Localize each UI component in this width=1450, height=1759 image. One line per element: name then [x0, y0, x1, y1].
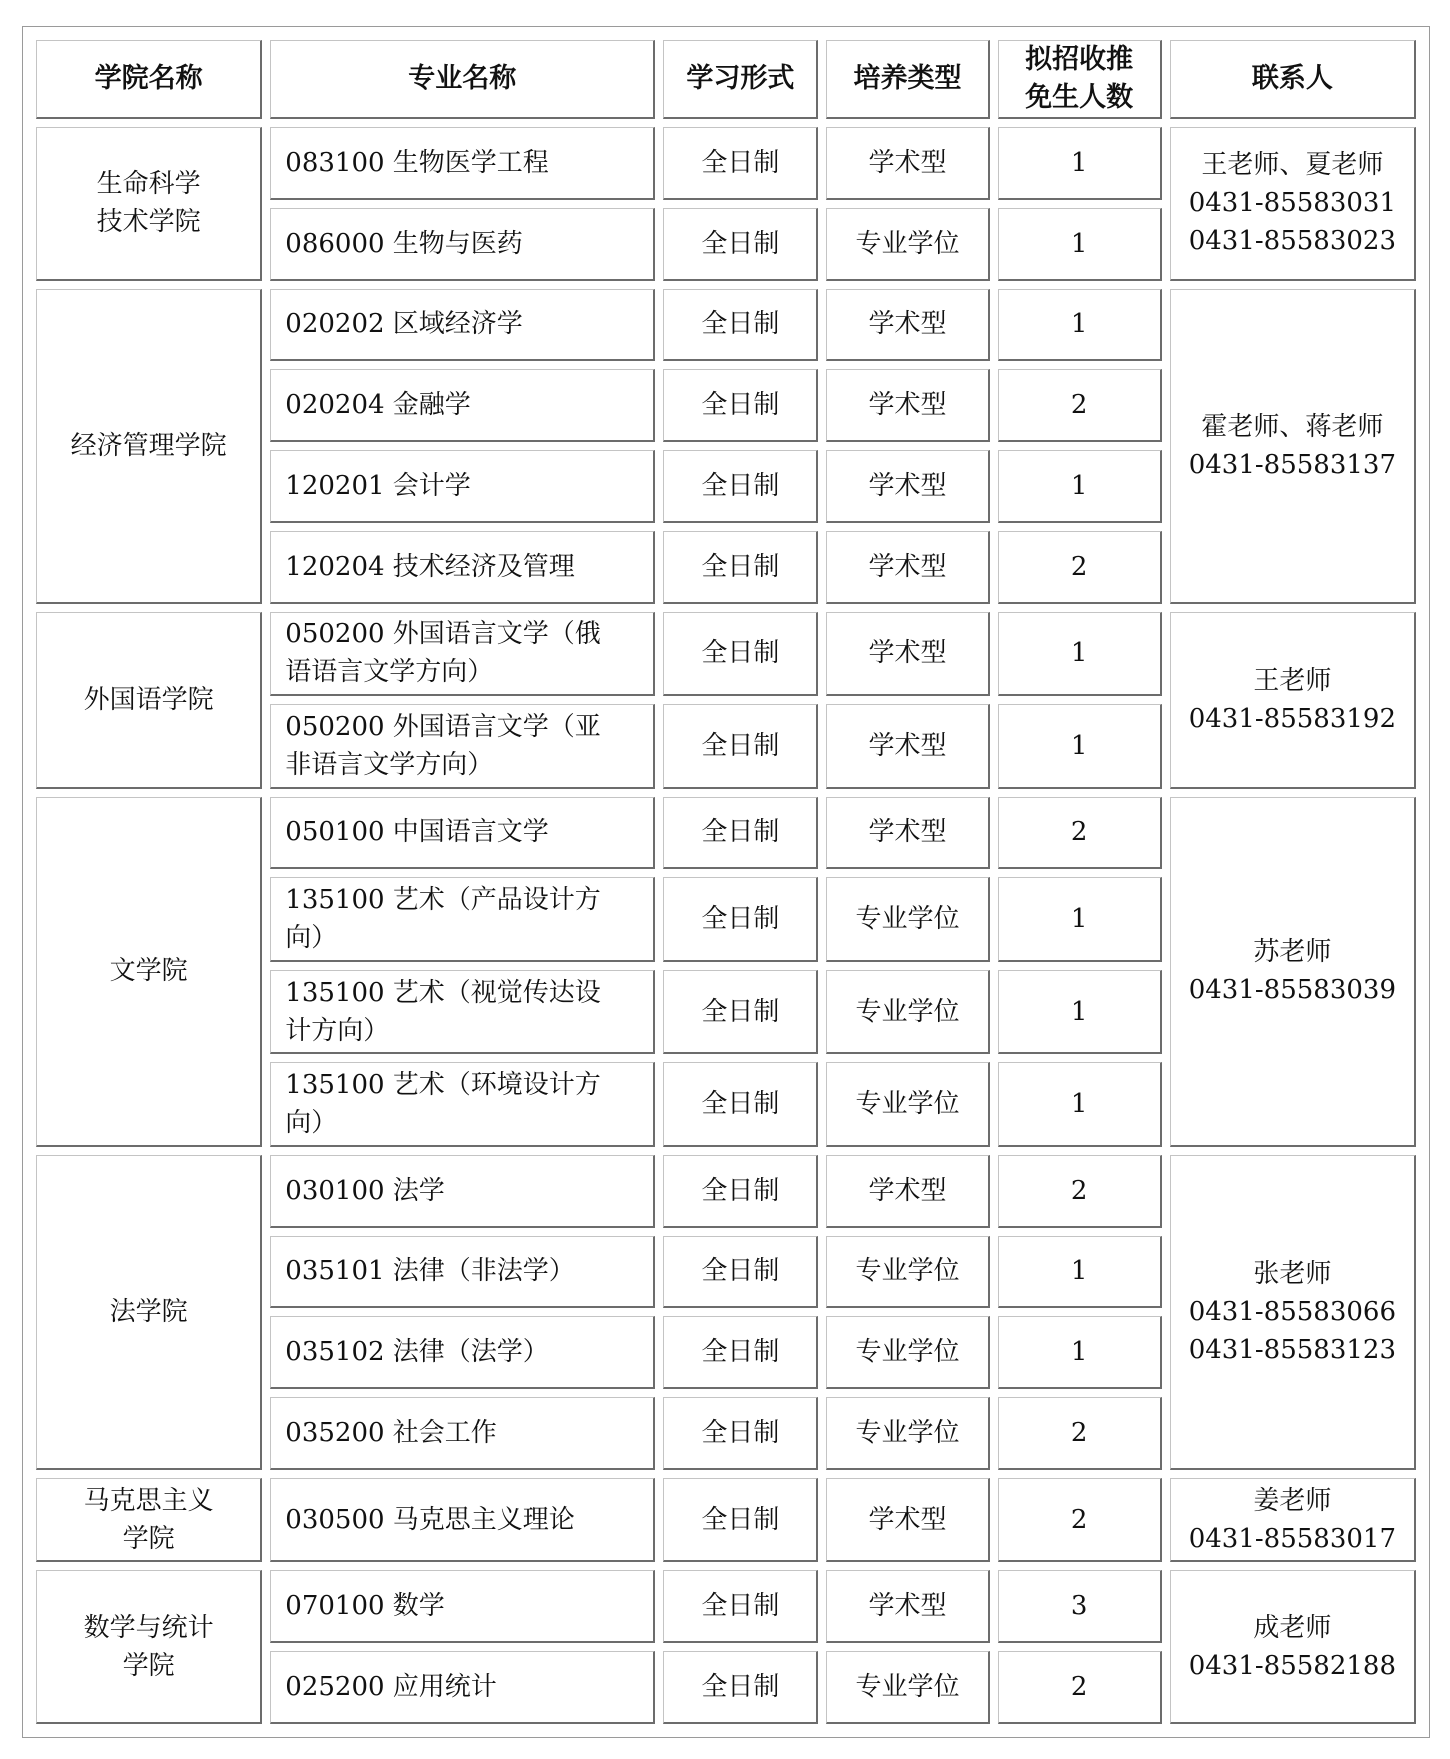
header-row — [36, 40, 1416, 119]
contact-line: 苏老师 — [1253, 937, 1332, 968]
quota-count-cell: 1 — [998, 450, 1162, 523]
table-row — [36, 127, 1416, 200]
major-name: 135100 艺术（环境设计方 — [285, 1070, 601, 1101]
major-cell — [270, 704, 655, 789]
major-name: 120201 会计学 — [285, 470, 471, 501]
study-mode-cell: 全日制 — [663, 1478, 818, 1563]
quota-count-cell: 1 — [998, 877, 1162, 962]
contact-line: 0431-85583192 — [1188, 703, 1396, 734]
table-row — [36, 1570, 1416, 1643]
header-college: 学院名称 — [36, 40, 262, 119]
study-mode-cell: 全日制 — [663, 208, 818, 281]
header-major: 专业名称 — [270, 40, 655, 119]
training-type-cell: 专业学位 — [826, 1062, 989, 1147]
training-type-cell: 学术型 — [826, 531, 989, 604]
contact-cell — [1170, 1478, 1416, 1563]
college-cell — [36, 612, 262, 789]
contact-line: 姜老师 — [1253, 1485, 1332, 1516]
training-type-cell: 专业学位 — [826, 1316, 989, 1389]
study-mode-cell: 全日制 — [663, 877, 818, 962]
college-cell — [36, 1478, 262, 1563]
major-cell — [270, 450, 655, 523]
study-mode-cell: 全日制 — [663, 369, 818, 442]
quota-count-cell: 2 — [998, 1478, 1162, 1563]
contact-cell — [1170, 797, 1416, 1147]
major-name: 135100 艺术（视觉传达设 — [285, 977, 601, 1008]
college-cell — [36, 1570, 262, 1724]
training-type-cell: 学术型 — [826, 797, 989, 870]
training-type-cell: 专业学位 — [826, 1236, 989, 1309]
contact-line: 0431-85582188 — [1188, 1650, 1396, 1681]
major-name: 向） — [285, 923, 338, 954]
major-name: 020204 金融学 — [285, 390, 471, 421]
contact-cell — [1170, 1155, 1416, 1470]
major-cell — [270, 369, 655, 442]
header-quota — [998, 40, 1162, 119]
table-row — [36, 612, 1416, 697]
contact-cell — [1170, 612, 1416, 789]
contact-line: 0431-85583039 — [1188, 975, 1396, 1006]
college-cell — [36, 1155, 262, 1470]
major-cell — [270, 1570, 655, 1643]
study-mode-cell: 全日制 — [663, 704, 818, 789]
training-type-cell: 专业学位 — [826, 970, 989, 1055]
college-cell — [36, 797, 262, 1147]
college-name: 学院 — [122, 1650, 175, 1681]
quota-count-cell: 1 — [998, 704, 1162, 789]
major-name: 035102 法律（法学） — [285, 1337, 549, 1368]
training-type-cell: 学术型 — [826, 450, 989, 523]
college-name: 文学院 — [109, 956, 188, 987]
contact-cell — [1170, 1570, 1416, 1724]
training-type-cell: 专业学位 — [826, 208, 989, 281]
quota-count-cell: 1 — [998, 1062, 1162, 1147]
major-cell — [270, 1397, 655, 1470]
major-name: 050200 外国语言文学（亚 — [285, 711, 601, 742]
college-name: 技术学院 — [96, 207, 201, 238]
contact-cell — [1170, 127, 1416, 281]
major-name: 计方向） — [285, 1015, 390, 1046]
major-name: 向） — [285, 1108, 338, 1139]
major-cell — [270, 1236, 655, 1309]
contact-line: 0431-85583137 — [1188, 449, 1396, 480]
quota-count-cell: 2 — [998, 1651, 1162, 1724]
study-mode-cell: 全日制 — [663, 450, 818, 523]
training-type-cell: 学术型 — [826, 1570, 989, 1643]
major-name: 035101 法律（非法学） — [285, 1256, 575, 1287]
study-mode-cell: 全日制 — [663, 531, 818, 604]
header-contact: 联系人 — [1170, 40, 1416, 119]
quota-count-cell: 1 — [998, 612, 1162, 697]
contact-line: 王老师 — [1253, 665, 1332, 696]
quota-count-cell: 1 — [998, 127, 1162, 200]
study-mode-cell: 全日制 — [663, 970, 818, 1055]
major-cell — [270, 970, 655, 1055]
study-mode-cell: 全日制 — [663, 1062, 818, 1147]
major-name: 050100 中国语言文学 — [285, 817, 549, 848]
quota-count-cell: 3 — [998, 1570, 1162, 1643]
training-type-cell: 学术型 — [826, 612, 989, 697]
major-name: 120204 技术经济及管理 — [285, 551, 575, 582]
training-type-cell: 学术型 — [826, 1155, 989, 1228]
major-name: 非语言文学方向） — [285, 749, 494, 780]
quota-count-cell: 1 — [998, 970, 1162, 1055]
major-name: 050200 外国语言文学（俄 — [285, 619, 601, 650]
college-name: 学院 — [122, 1523, 175, 1554]
quota-count-cell: 2 — [998, 1155, 1162, 1228]
major-cell — [270, 289, 655, 362]
contact-line: 0431-85583017 — [1188, 1523, 1396, 1554]
study-mode-cell: 全日制 — [663, 612, 818, 697]
table-row — [36, 1155, 1416, 1228]
quota-count-cell: 2 — [998, 531, 1162, 604]
study-mode-cell: 全日制 — [663, 1651, 818, 1724]
contact-line: 王老师、夏老师 — [1201, 150, 1384, 181]
training-type-cell: 学术型 — [826, 704, 989, 789]
contact-line: 0431-85583123 — [1188, 1334, 1396, 1365]
college-name: 数学与统计 — [83, 1612, 214, 1643]
training-type-cell: 专业学位 — [826, 877, 989, 962]
major-name: 083100 生物医学工程 — [285, 147, 549, 178]
table-row — [36, 1478, 1416, 1563]
major-cell — [270, 208, 655, 281]
quota-count-cell: 1 — [998, 1316, 1162, 1389]
table-body — [36, 127, 1416, 1724]
college-name: 法学院 — [109, 1296, 188, 1327]
college-cell — [36, 127, 262, 281]
study-mode-cell: 全日制 — [663, 1316, 818, 1389]
study-mode-cell: 全日制 — [663, 1397, 818, 1470]
study-mode-cell: 全日制 — [663, 1570, 818, 1643]
quota-count-cell: 2 — [998, 1397, 1162, 1470]
major-name: 035200 社会工作 — [285, 1417, 497, 1448]
major-name: 020202 区域经济学 — [285, 309, 523, 340]
major-cell — [270, 1651, 655, 1724]
quota-count-cell: 1 — [998, 208, 1162, 281]
major-name: 025200 应用统计 — [285, 1672, 497, 1703]
major-name: 030100 法学 — [285, 1175, 445, 1206]
contact-line: 霍老师、蒋老师 — [1201, 411, 1384, 442]
major-cell — [270, 797, 655, 870]
quota-count-cell: 2 — [998, 369, 1162, 442]
major-cell — [270, 612, 655, 697]
major-name: 030500 马克思主义理论 — [285, 1504, 575, 1535]
major-cell — [270, 127, 655, 200]
header-training-type: 培养类型 — [826, 40, 989, 119]
quota-count-cell: 1 — [998, 289, 1162, 362]
table-row — [36, 797, 1416, 870]
training-type-cell: 学术型 — [826, 369, 989, 442]
college-name: 外国语学院 — [83, 684, 214, 715]
study-mode-cell: 全日制 — [663, 289, 818, 362]
major-name: 135100 艺术（产品设计方 — [285, 885, 601, 916]
study-mode-cell: 全日制 — [663, 127, 818, 200]
college-cell — [36, 289, 262, 604]
study-mode-cell: 全日制 — [663, 1236, 818, 1309]
contact-line: 0431-85583031 — [1188, 188, 1396, 219]
contact-cell — [1170, 289, 1416, 604]
training-type-cell: 学术型 — [826, 127, 989, 200]
training-type-cell: 学术型 — [826, 1478, 989, 1563]
header-quota-line: 拟招收推 — [1025, 44, 1134, 75]
major-cell — [270, 1155, 655, 1228]
major-cell — [270, 1478, 655, 1563]
training-type-cell: 专业学位 — [826, 1397, 989, 1470]
training-type-cell: 学术型 — [826, 289, 989, 362]
training-type-cell: 专业学位 — [826, 1651, 989, 1724]
quota-count-cell: 1 — [998, 1236, 1162, 1309]
contact-line: 张老师 — [1253, 1258, 1332, 1289]
college-name: 生命科学 — [96, 169, 201, 200]
major-name: 070100 数学 — [285, 1591, 445, 1622]
contact-line: 0431-85583023 — [1188, 226, 1396, 257]
table-row — [36, 289, 1416, 362]
major-name: 086000 生物与医药 — [285, 228, 523, 259]
major-cell — [270, 531, 655, 604]
header-quota-line: 免生人数 — [1025, 82, 1134, 113]
major-name: 语语言文学方向） — [285, 657, 494, 688]
college-name: 马克思主义 — [83, 1485, 214, 1516]
study-mode-cell: 全日制 — [663, 1155, 818, 1228]
major-cell — [270, 1062, 655, 1147]
quota-count-cell: 2 — [998, 797, 1162, 870]
major-cell — [270, 877, 655, 962]
major-cell — [270, 1316, 655, 1389]
contact-line: 0431-85583066 — [1188, 1296, 1396, 1327]
recommendation-quota-table — [28, 32, 1424, 1732]
college-name: 经济管理学院 — [70, 430, 227, 461]
study-mode-cell: 全日制 — [663, 797, 818, 870]
header-study-mode: 学习形式 — [663, 40, 818, 119]
contact-line: 成老师 — [1253, 1612, 1332, 1643]
